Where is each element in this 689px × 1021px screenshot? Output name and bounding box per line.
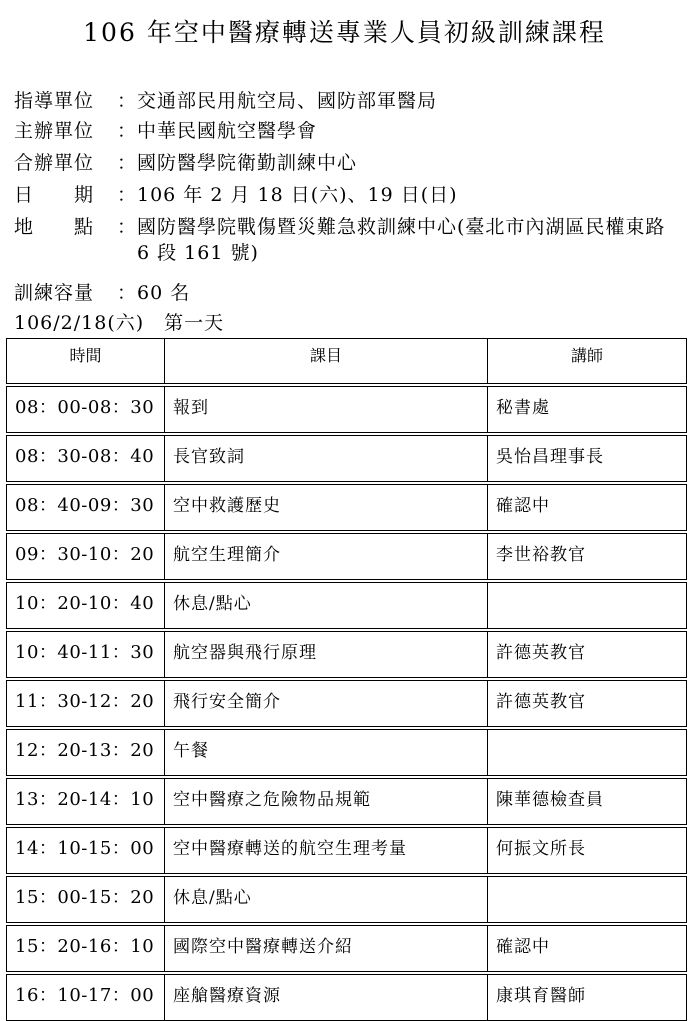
time-cell: 15：00-15：20 [7,877,165,923]
info-label: 地 點 [14,216,95,238]
table-row [7,534,687,580]
table-row [7,583,687,629]
info-value: 交通部民用航空局、國防部軍醫局 [137,90,438,112]
teacher-cell [488,877,687,923]
subject-cell: 休息/點心 [165,877,488,923]
subject-cell: 航空生理簡介 [165,534,488,580]
table-header-row [7,339,687,384]
info-colon: ： [117,90,138,112]
info-label: 合辦單位 [14,152,95,174]
info-label: 指導單位 [14,90,95,112]
header-teacher: 講師 [488,339,687,384]
teacher-cell: 吳怡昌理事長 [488,436,687,482]
info-value: 中華民國航空醫學會 [137,120,318,142]
teacher-cell: 確認中 [488,926,687,972]
info-value: 106 年 2 月 18 日(六)、19 日(日) [137,184,458,206]
table-row [7,485,687,531]
subject-cell: 飛行安全簡介 [165,681,488,727]
subject-cell: 午餐 [165,730,488,776]
subject-cell: 國際空中醫療轉送介紹 [165,926,488,972]
teacher-cell: 何振文所長 [488,828,687,874]
info-value: 國防醫學院戰傷暨災難急救訓練中心(臺北市內湖區民權東路 6 段 161 號) [137,216,666,264]
teacher-cell: 確認中 [488,485,687,531]
info-row-location [14,214,682,266]
subject-cell: 空中醫療之危險物品規範 [165,779,488,825]
subject-cell: 空中醫療轉送的航空生理考量 [165,828,488,874]
teacher-cell: 秘書處 [488,387,687,433]
time-cell: 08：00-08：30 [7,387,165,433]
table-row [7,681,687,727]
subject-cell: 長官致詞 [165,436,488,482]
schedule-table [6,338,687,1021]
time-cell: 12：20-13：20 [7,730,165,776]
info-colon: ： [117,216,138,238]
info-colon: ： [117,152,138,174]
header-time: 時間 [7,339,165,384]
time-cell: 09：30-10：20 [7,534,165,580]
info-label: 日 期 [14,184,95,206]
info-label: 主辦單位 [14,120,95,142]
teacher-cell: 許德英教官 [488,681,687,727]
teacher-cell [488,730,687,776]
teacher-cell: 李世裕教官 [488,534,687,580]
schedule-body [7,384,687,1021]
table-row [7,779,687,825]
time-cell: 16：10-17：00 [7,975,165,1021]
info-colon: ： [117,282,138,304]
time-cell: 08：30-08：40 [7,436,165,482]
time-cell: 08：40-09：30 [7,485,165,531]
table-row [7,926,687,972]
table-row [7,975,687,1021]
table-row [7,877,687,923]
teacher-cell [488,583,687,629]
teacher-cell: 陳華德檢查員 [488,779,687,825]
table-row [7,436,687,482]
info-value: 60 名 [137,282,191,304]
subject-cell: 空中救護歷史 [165,485,488,531]
info-row-capacity [14,280,682,306]
day-heading: 106/2/18(六) 第一天 [14,312,225,334]
teacher-cell: 康琪育醫師 [488,975,687,1021]
page-title: 106 年空中醫療轉送專業人員初級訓練課程 [83,18,606,47]
info-row-cohost [14,150,682,176]
teacher-cell: 許德英教官 [488,632,687,678]
info-row-date [14,182,682,208]
table-row [7,828,687,874]
table-row [7,387,687,433]
info-row-guidance [14,88,682,114]
subject-cell: 休息/點心 [165,583,488,629]
table-row [7,730,687,776]
info-colon: ： [117,120,138,142]
info-row-host [14,118,682,144]
info-value: 國防醫學院衛勤訓練中心 [137,152,358,174]
time-cell: 14：10-15：00 [7,828,165,874]
table-row [7,632,687,678]
subject-cell: 報到 [165,387,488,433]
info-colon: ： [117,184,138,206]
time-cell: 11：30-12：20 [7,681,165,727]
header-subject: 課目 [165,339,488,384]
subject-cell: 座艙醫療資源 [165,975,488,1021]
subject-cell: 航空器與飛行原理 [165,632,488,678]
time-cell: 10：20-10：40 [7,583,165,629]
time-cell: 15：20-16：10 [7,926,165,972]
time-cell: 10：40-11：30 [7,632,165,678]
info-label: 訓練容量 [14,282,95,304]
time-cell: 13：20-14：10 [7,779,165,825]
